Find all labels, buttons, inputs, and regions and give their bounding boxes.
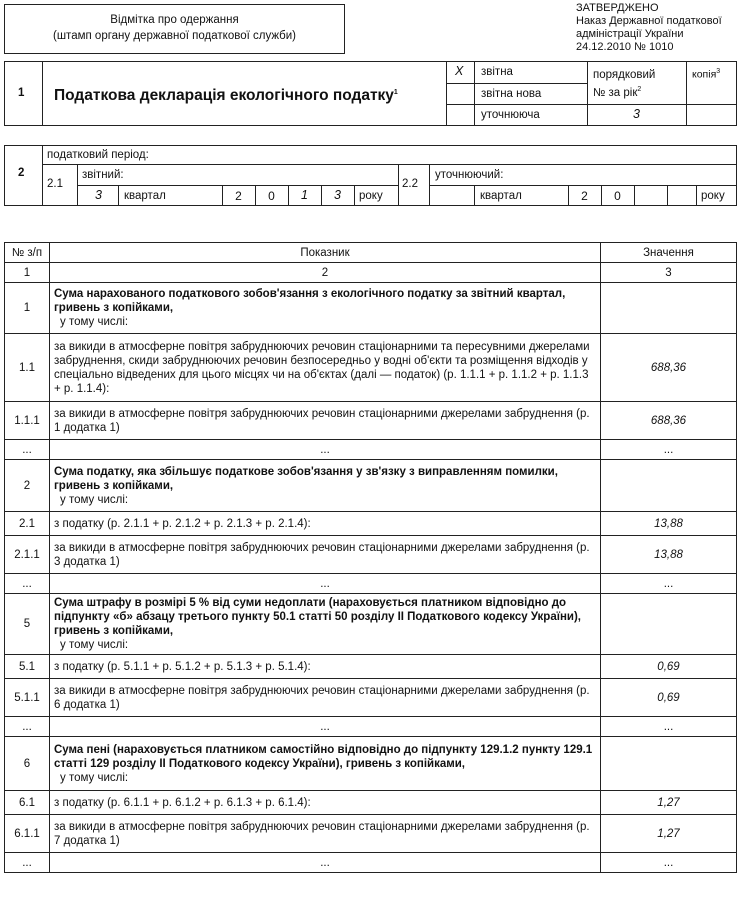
row-indicator: з податку (р. 2.1.1 + р. 2.1.2 + р. 2.1.3 + р. 2.1.4): [50,512,601,536]
row-number: 6.1 [5,791,50,815]
approval-date: 24.12.2010 № 1010 [576,41,674,53]
table-row [5,402,737,440]
year-digit-3[interactable]: 1 [301,188,308,202]
clarifying-quarter-label: квартал [480,190,522,202]
row-number: 1 [5,283,50,334]
row-value: ... [601,717,737,737]
row-number: 6 [5,737,50,791]
header-value: Значення [601,243,737,263]
clarifying-year-digit-1[interactable]: 2 [581,189,588,203]
serial-number-label-2: № за рік$^2$ [593,86,642,99]
table-row [5,334,737,402]
row-value[interactable]: 688,36 [601,334,737,402]
approval-order: Наказ Державної податкової [576,15,722,27]
col-number-2: 2 [50,263,601,283]
table-row [5,655,737,679]
stamp-line-1: Відмітка про одержання [110,14,239,26]
row-value[interactable] [601,737,737,791]
type-reporting-label: звітна [481,66,513,78]
row-number: ... [5,717,50,737]
row-indicator: за викиди в атмосферне повітря забруднюючих речовин стаціонарними та пересувними джерелами забруднення, скиди забруднюючих речовин безпосередньо у водні об'єкти та розміщення відходів у спеціально відведених для цього місцях чи на об'єктах (далі — податок) (р. 1.1.1 + р. 1.1.2 + р. 1.1.3 + р. 1.1.4): [50,334,601,402]
period-row-number: 2 [18,167,25,179]
approval-title: ЗАТВЕРДЖЕНО [576,2,659,14]
row-number: ... [5,440,50,460]
period-label: податковий період: [47,149,149,161]
row-value[interactable] [601,283,737,334]
col-number-3: 3 [601,263,737,283]
stamp-line-2: (штамп органу державної податкової служби) [53,30,296,42]
type-clarifying-label: уточнююча [481,109,540,121]
row-indicator: за викиди в атмосферне повітря забруднюючих речовин стаціонарними джерелами забруднення (р. 3 додатка 1) [50,536,601,574]
col-number-1: 1 [5,263,50,283]
row-indicator: ... [50,717,601,737]
header-indicator: Показник [50,243,601,263]
row-value[interactable]: 0,69 [601,679,737,717]
row-indicator: Сума податку, яка збільшує податкове зобов'язання у зв'язку з виправленням помилки, гривень з копійками, у тому числі: [50,460,601,512]
copy-label: копія$^3$ [692,68,721,81]
table-row [5,283,737,334]
row-value: ... [601,574,737,594]
header-num: № з/п [5,243,50,263]
year-digit-1[interactable]: 2 [235,189,242,203]
row-indicator: Сума нарахованого податкового зобов'язання з екологічного податку за звітний квартал, гривень з копійками, у тому числі: [50,283,601,334]
quarter-label: квартал [124,190,166,202]
row-number: 5 [5,594,50,655]
row-indicator: за викиди в атмосферне повітря забруднюючих речовин стаціонарними джерелами забруднення (р. 7 додатка 1) [50,815,601,853]
row-indicator: з податку (р. 6.1.1 + р. 6.1.2 + р. 6.1.3 + р. 6.1.4): [50,791,601,815]
indicators-table [4,242,737,873]
period-reporting-label: звітний: [82,169,124,181]
table-row [5,791,737,815]
period-clarifying-label: уточнюючий: [435,169,504,181]
row-number: 1.1 [5,334,50,402]
row-value: ... [601,853,737,873]
row-value: ... [601,440,737,460]
row-number: 5.1.1 [5,679,50,717]
type-new-label: звітна нова [481,88,542,100]
row-value[interactable]: 1,27 [601,815,737,853]
table-row [5,440,737,460]
declaration-title: Податкова декларація екологічного податку$^1$ [54,87,398,105]
row-indicator: ... [50,440,601,460]
row-number: 1.1.1 [5,402,50,440]
row-value[interactable]: 0,69 [601,655,737,679]
period-2-1-number: 2.1 [47,178,63,190]
row-indicator: ... [50,853,601,873]
row-value[interactable]: 13,88 [601,536,737,574]
clarifying-year-label: року [701,190,725,202]
table-row [5,679,737,717]
row-indicator: Сума штрафу в розмірі 5 % від суми недоплати (нараховується платником відповідно до підпункту «б» абзацу третього пункту 50.1 статті 50 розділу II Податкового кодексу України), гривень з копійками, у тому числі: [50,594,601,655]
year-label: року [359,190,383,202]
row-number: 2.1 [5,512,50,536]
table-row [5,853,737,873]
row-value[interactable] [601,460,737,512]
table-row [5,512,737,536]
row-indicator: з податку (р. 5.1.1 + р. 5.1.2 + р. 5.1.3 + р. 5.1.4): [50,655,601,679]
table-row [5,536,737,574]
row-number: 6.1.1 [5,815,50,853]
row-indicator: за викиди в атмосферне повітря забруднюючих речовин стаціонарними джерелами забруднення (р. 1 додатка 1) [50,402,601,440]
period-2-2-number: 2.2 [402,178,418,190]
table-row [5,717,737,737]
header-row-number: 1 [18,87,25,99]
approval-authority: адміністрації України [576,28,684,40]
row-value[interactable] [601,594,737,655]
row-value[interactable]: 13,88 [601,512,737,536]
row-number: ... [5,574,50,594]
year-digit-2[interactable]: 0 [268,189,275,203]
table-row [5,460,737,512]
row-number: ... [5,853,50,873]
row-value[interactable]: 1,27 [601,791,737,815]
row-indicator: за викиди в атмосферне повітря забруднюючих речовин стаціонарними джерелами забруднення (р. 6 додатка 1) [50,679,601,717]
quarter-value[interactable]: 3 [95,188,102,202]
serial-number-value[interactable]: 3 [633,107,640,121]
row-number: 5.1 [5,655,50,679]
row-indicator: ... [50,574,601,594]
clarifying-year-digit-2[interactable]: 0 [614,189,621,203]
row-indicator: Сума пені (нараховується платником самостійно відповідно до підпункту 129.1.2 пункту 129.1 статті 129 розділу II Податкового кодексу України), гривень з копійками, у тому числі: [50,737,601,791]
serial-number-label: порядковий [593,69,656,81]
row-number: 2.1.1 [5,536,50,574]
table-row [5,815,737,853]
table-row [5,594,737,655]
table-row [5,574,737,594]
table-row [5,737,737,791]
row-number: 2 [5,460,50,512]
row-value[interactable]: 688,36 [601,402,737,440]
reporting-x-mark[interactable]: X [455,64,464,78]
year-digit-4[interactable]: 3 [334,188,341,202]
